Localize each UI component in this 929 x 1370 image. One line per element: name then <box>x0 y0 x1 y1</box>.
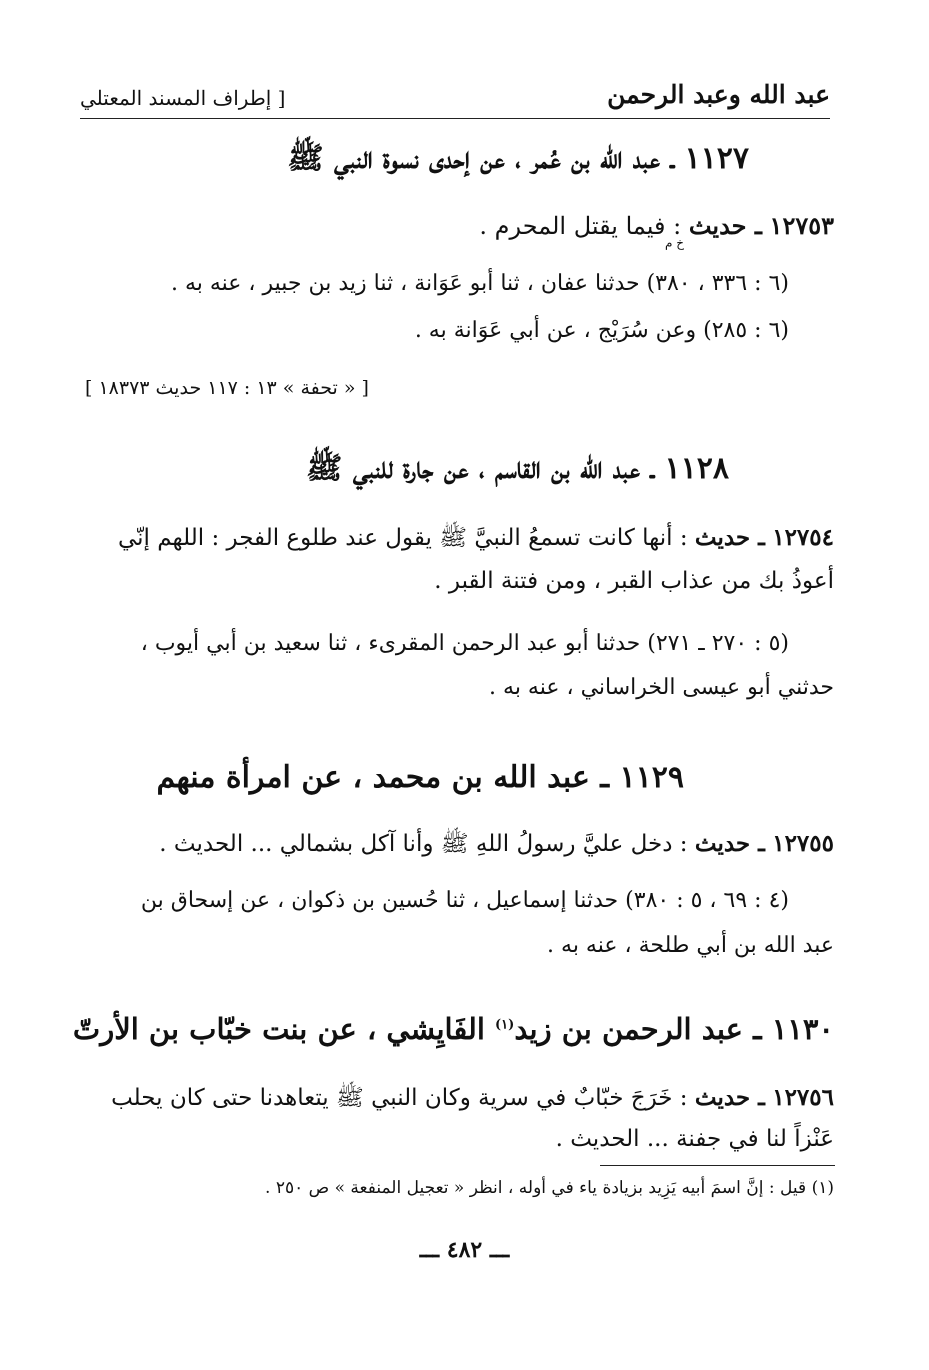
footnote: (١) قيل : إنَّ اسمَ أبيه يَزِيد بزيادة ياء في أوله ، انظر « تعجيل المنفعة » ص ٢٥٠ . <box>265 1178 834 1198</box>
source-line: (٦ : ٣٣٦ ، ٣٨٠) حدثنا عفان ، ثنا أبو عَوَانة ، ثنا زيد بن جبير ، عنه به . <box>170 271 789 296</box>
hadith-line <box>111 1082 834 1114</box>
book-title: [ إطراف المسند المعتلي <box>80 86 286 110</box>
source-line: (٥ : ٢٧٠ ـ ٢٧١) حدثنا أبو عبد الرحمن المقرىء ، ثنا سعيد بن أبي أيوب ، <box>140 631 789 656</box>
source-marks: خ م <box>665 236 684 250</box>
title-part: الفَايِشي ، عن بنت خبّاب بن الأرتّ <box>72 1012 496 1046</box>
hadith-number: ١٢٧٥٣ <box>769 211 834 240</box>
chapter-title: عبد الله وعبد الرحمن <box>607 80 830 109</box>
entry-title-1130 <box>73 1012 834 1046</box>
source-line: (٦ : ٢٨٥) وعن سُرَيْج ، عن أبي عَوَانة به . <box>414 318 789 343</box>
page-number: ـــ ٤٨٢ ـــ <box>419 1237 510 1263</box>
hadith-text-cont: أعوذُ بك من عذاب القبر ، ومن فتنة القبر . <box>434 568 834 594</box>
hadith-line <box>118 522 834 554</box>
footnote-marker[interactable]: (١) <box>495 1017 515 1033</box>
hadith-label: ـ حديث <box>694 830 765 857</box>
hadith-label: ـ حديث <box>694 524 765 551</box>
hadith-line <box>479 210 834 242</box>
footnote-divider <box>600 1165 835 1166</box>
title-part: ١١٣٠ ـ عبد الرحمن بن زيد <box>514 1012 834 1046</box>
entry-title-1128: ١١٢٨ ـ عبد الله بن القاسم ، عن جارة للنبي ﷺ <box>306 451 729 486</box>
entry-title-1129: ١١٢٩ ـ عبد الله بن محمد ، عن امرأة منهم <box>156 760 684 795</box>
hadith-text: : فيما يقتل المحرم . <box>479 212 682 240</box>
tuhfa-reference: [ « تحفة » ١٣ : ١١٧ حديث ١٨٣٧٣ ] <box>85 377 369 399</box>
running-header <box>80 78 830 119</box>
hadith-text: : دخل عليَّ رسولُ اللهِ ﷺ وأنا آكل بشمالي ... الحديث . <box>159 831 688 857</box>
source-line: حدثني أبو عيسى الخراساني ، عنه به . <box>489 675 834 700</box>
hadith-number: ١٢٧٥٦ <box>772 1084 834 1111</box>
entry-title-1127: ١١٢٧ ـ عبد الله بن عُمر ، عن إحدى نسوة النبي ﷺ <box>287 141 749 176</box>
source-line: عبد الله بن أبي طلحة ، عنه به . <box>547 933 834 958</box>
hadith-label: ـ حديث <box>694 1084 765 1111</box>
hadith-line <box>159 828 834 860</box>
hadith-number: ١٢٧٥٤ <box>772 524 834 551</box>
hadith-number: ١٢٧٥٥ <box>772 830 834 857</box>
hadith-text: : أنها كانت تسمعُ النبيَّ ﷺ يقول عند طلوع الفجر : اللهم إنّي <box>117 525 688 551</box>
hadith-text: : خَرَجَ خبّابٌ في سرية وكان النبي ﷺ يتعاهدنا حتى كان يحلب <box>111 1085 688 1111</box>
hadith-label: ـ حديث <box>688 211 762 240</box>
source-line: (٤ : ٦٩ ، ٥ : ٣٨٠) حدثنا إسماعيل ، ثنا حُسين بن ذكوان ، عن إسحاق بن <box>140 888 789 913</box>
hadith-text-cont: عَنْزاً لنا في جفنة ... الحديث . <box>555 1126 834 1152</box>
